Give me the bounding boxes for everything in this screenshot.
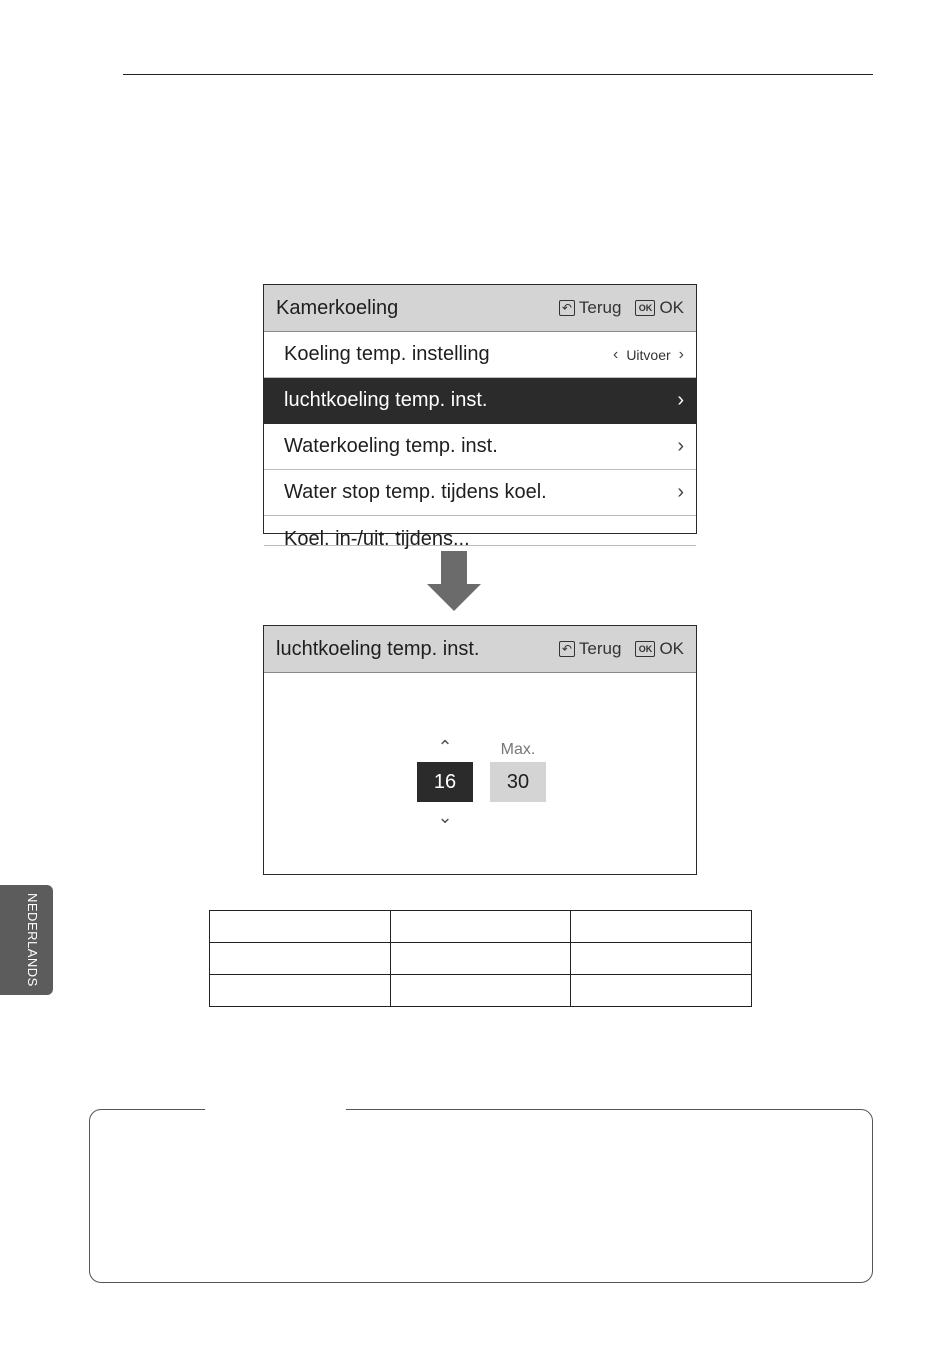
- chevron-right-icon[interactable]: ›: [678, 345, 684, 363]
- header-actions: [559, 639, 684, 659]
- menu-row-label: Koel. in-/uit. tijdens...: [284, 528, 470, 550]
- menu-row-water-cooling-temp[interactable]: [264, 424, 696, 470]
- menu-row-label: Koeling temp. instelling: [284, 343, 490, 365]
- table-cell: [390, 943, 571, 975]
- arrow-down-icon-head: [427, 584, 481, 611]
- menu-row-label: luchtkoeling temp. inst.: [284, 389, 488, 411]
- table-cell: [571, 911, 752, 943]
- max-value-group: [490, 738, 546, 802]
- screen-header: [264, 626, 696, 673]
- arrow-down-icon: [441, 551, 467, 585]
- language-label: NEDERLANDS: [25, 893, 40, 987]
- settings-table: [209, 910, 752, 1007]
- header-actions: [559, 298, 684, 318]
- option-value: Uitvoer: [626, 346, 671, 363]
- table-row: [210, 943, 752, 975]
- chevron-up-icon[interactable]: ⌃: [437, 737, 453, 757]
- option-selector[interactable]: [613, 346, 684, 364]
- screen-title: Kamerkoeling: [276, 296, 399, 319]
- screen-header: [264, 285, 696, 332]
- table-cell: [210, 911, 391, 943]
- max-label: Max.: [500, 741, 536, 758]
- ok-label[interactable]: OK: [659, 298, 684, 317]
- table-cell: [571, 975, 752, 1007]
- table-cell: [390, 975, 571, 1007]
- chevron-right-icon: ›: [677, 435, 684, 457]
- table-cell: [571, 943, 752, 975]
- header-rule: [123, 74, 873, 75]
- chevron-left-icon[interactable]: ‹: [612, 345, 619, 363]
- back-icon[interactable]: ↶: [559, 300, 575, 316]
- ok-icon[interactable]: OK: [635, 300, 655, 316]
- temperature-stepper[interactable]: [417, 736, 473, 828]
- back-label[interactable]: Terug: [578, 639, 622, 658]
- back-icon[interactable]: ↶: [559, 641, 575, 657]
- chevron-right-icon: ›: [677, 481, 684, 503]
- menu-row-partial[interactable]: [264, 516, 696, 550]
- screen-title: luchtkoeling temp. inst.: [276, 637, 480, 660]
- table-row: [210, 911, 752, 943]
- ok-label[interactable]: OK: [659, 639, 684, 658]
- chevron-down-icon[interactable]: ⌄: [437, 807, 453, 827]
- air-cooling-temp-screen: [263, 625, 697, 875]
- ok-icon[interactable]: OK: [635, 641, 655, 657]
- back-label[interactable]: Terug: [578, 298, 622, 317]
- table-cell: [210, 975, 391, 1007]
- room-cooling-screen: [263, 284, 697, 550]
- language-side-tab: [0, 885, 53, 995]
- menu-row-air-cooling-temp[interactable]: [264, 378, 696, 424]
- menu-row-water-stop-temp[interactable]: [264, 470, 696, 516]
- temperature-value[interactable]: 16: [417, 762, 473, 802]
- max-value: 30: [490, 762, 546, 802]
- menu-row-label: Water stop temp. tijdens koel.: [284, 481, 547, 503]
- table-cell: [390, 911, 571, 943]
- table-row: [210, 975, 752, 1007]
- menu-row-label: Waterkoeling temp. inst.: [284, 435, 498, 457]
- note-box-title-gap: [205, 1107, 346, 1113]
- table-cell: [210, 943, 391, 975]
- chevron-right-icon: ›: [677, 389, 684, 411]
- menu-row-cooling-temp-setting[interactable]: [264, 332, 696, 378]
- note-box: [89, 1109, 873, 1283]
